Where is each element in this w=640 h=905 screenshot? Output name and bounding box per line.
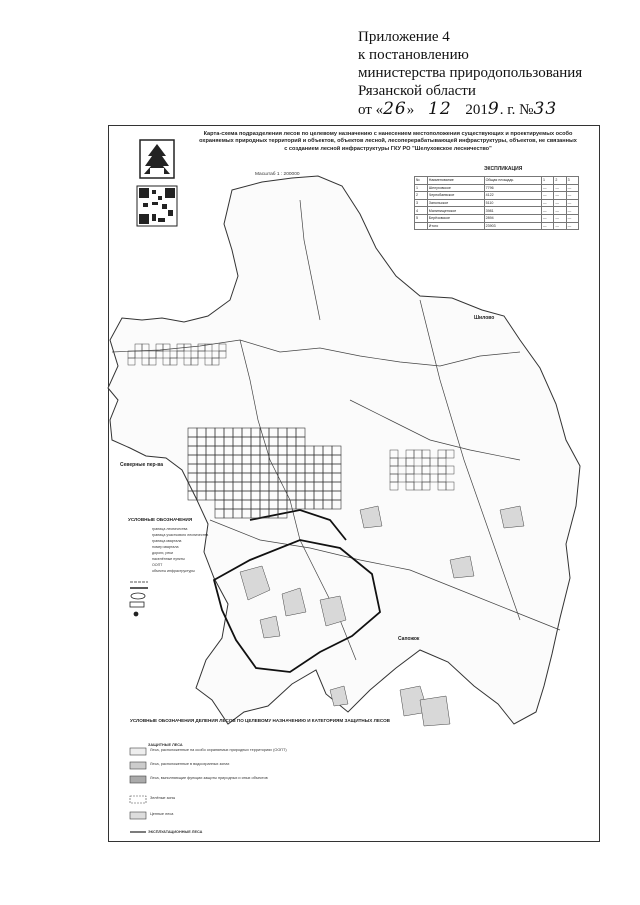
map-scale: Масштаб 1 : 200000	[255, 172, 300, 177]
place-label-south: Сапожок	[398, 636, 420, 642]
explication-row	[415, 177, 579, 185]
explication-cell: 4	[415, 207, 428, 215]
legend-title: УСЛОВНЫЕ ОБОЗНАЧЕНИЯ	[128, 517, 193, 522]
date-mid: »	[406, 102, 415, 118]
explication-cell: Общая площадь	[484, 177, 541, 185]
appendix-line-3: министерства природопользования	[358, 65, 583, 81]
explication-cell: 2	[415, 192, 428, 200]
explication-cell: 1	[542, 177, 554, 185]
explication-cell: —	[566, 192, 578, 200]
explication-cell: 23903	[484, 222, 541, 230]
condition-swatches	[130, 748, 146, 832]
explication-cell: —	[554, 207, 566, 215]
explication-cell: —	[554, 192, 566, 200]
explication-cell: —	[566, 184, 578, 192]
condition-item: Зелёные зоны	[150, 796, 176, 800]
explication-title: ЭКСПЛИКАЦИЯ	[484, 166, 523, 172]
explication-cell: —	[566, 222, 578, 230]
place-label-west: Северные пер-ва	[120, 462, 164, 468]
appendix-line-4: Рязанской области	[358, 83, 476, 99]
explication-cell: —	[566, 199, 578, 207]
explication-cell: —	[566, 207, 578, 215]
legend-item: дороги, реки	[152, 551, 173, 555]
legend-item: граница участкового лесничества	[152, 533, 209, 537]
explication-cell: —	[566, 214, 578, 222]
condition-item: Леса, расположенные на особо охраняемых природных территориях (ООПТ)	[150, 748, 287, 752]
legend-item: объекты инфраструктуры	[152, 569, 195, 573]
explication-cell: 2	[554, 177, 566, 185]
explication-cell: 4122	[484, 192, 541, 200]
explication-cell: 3981	[484, 207, 541, 215]
date-year-digit: 9	[487, 99, 500, 119]
date-day: 26	[383, 99, 407, 119]
explication-cell: 2894	[484, 214, 541, 222]
condition-item: ЭКСПЛУАТАЦИОННЫЕ ЛЕСА	[148, 830, 203, 834]
explication-cell: —	[554, 222, 566, 230]
legend-item: граница лесничества	[152, 527, 188, 531]
qr-code-icon	[137, 186, 177, 226]
legend-item: населённые пункты	[152, 557, 185, 561]
explication-cell: Запольское	[427, 199, 484, 207]
forestry-logo-icon	[140, 140, 174, 178]
legend-item: номер квартала	[152, 545, 179, 549]
explication-cell: Шелуховское	[427, 184, 484, 192]
date-year-suffix: . г. №	[499, 102, 534, 118]
appendix-line-1: Приложение 4	[358, 29, 450, 45]
doc-number: 33	[533, 99, 558, 119]
explication-table	[414, 176, 579, 230]
date-year-prefix: 201	[465, 102, 488, 118]
explication-cell: —	[542, 207, 554, 215]
appendix-line-2: к постановлению	[358, 47, 469, 63]
conditions-title: УСЛОВНЫЕ ОБОЗНАЧЕНИЯ ДЕЛЕНИЯ ЛЕСОВ ПО ЦЕЛЕВОМУ НАЗНАЧЕНИЮ И КАТЕГОРИЯМ ЗАЩИТНЫХ ЛЕСОВ	[130, 718, 390, 723]
explication-cell: 3	[415, 199, 428, 207]
explication-cell: —	[542, 222, 554, 230]
explication-cell: —	[542, 192, 554, 200]
date-month: 12	[428, 99, 452, 119]
explication-row	[415, 192, 579, 200]
explication-cell: 3	[566, 177, 578, 185]
explication-cell: Чернобаевское	[427, 192, 484, 200]
explication-cell: —	[542, 199, 554, 207]
map-title: Карта-схема подразделения лесов по целевому назначению с нанесением местоположения существующих и проектируемых особо охраняемых природных территорий и объектов, объектов лесной, лесоперерабатывающей инфраструктуры, объектов, не связанных с созданием лесной инфраструктуры ГКУ РО "Шелуховское лесничество"	[199, 131, 577, 152]
condition-item: Ценные леса	[150, 812, 174, 816]
explication-cell: 5110	[484, 199, 541, 207]
explication-cell: —	[542, 184, 554, 192]
explication-cell	[415, 222, 428, 230]
explication-cell: Наименование	[427, 177, 484, 185]
legend-item: граница квартала	[152, 539, 182, 543]
explication-cell: —	[554, 214, 566, 222]
explication-cell: —	[554, 199, 566, 207]
condition-item: Леса, расположенные в водоохранных зонах	[150, 762, 230, 766]
explication-row	[415, 184, 579, 192]
condition-item: ЗАЩИТНЫЕ ЛЕСА	[148, 743, 183, 747]
explication-cell: 1	[415, 184, 428, 192]
condition-item: Леса, выполняющие функции защиты природных и иных объектов	[150, 776, 268, 780]
explication-cell: Итого	[427, 222, 484, 230]
explication-row	[415, 214, 579, 222]
date-prefix: от «	[358, 102, 384, 118]
explication-cell: Берёзовское	[427, 214, 484, 222]
explication-cell: №	[415, 177, 428, 185]
legend-item: ООПТ	[152, 563, 163, 567]
explication-row	[415, 207, 579, 215]
explication-cell: —	[554, 184, 566, 192]
explication-row	[415, 222, 579, 230]
forestry-boundary	[108, 176, 580, 724]
explication-cell: Малинищенское	[427, 207, 484, 215]
explication-row	[415, 199, 579, 207]
place-label-north: Шилово	[474, 315, 495, 321]
explication-cell: 7796	[484, 184, 541, 192]
legend-list	[126, 526, 246, 574]
explication-cell: —	[542, 214, 554, 222]
legend-symbols	[130, 582, 148, 616]
explication-cell: 5	[415, 214, 428, 222]
